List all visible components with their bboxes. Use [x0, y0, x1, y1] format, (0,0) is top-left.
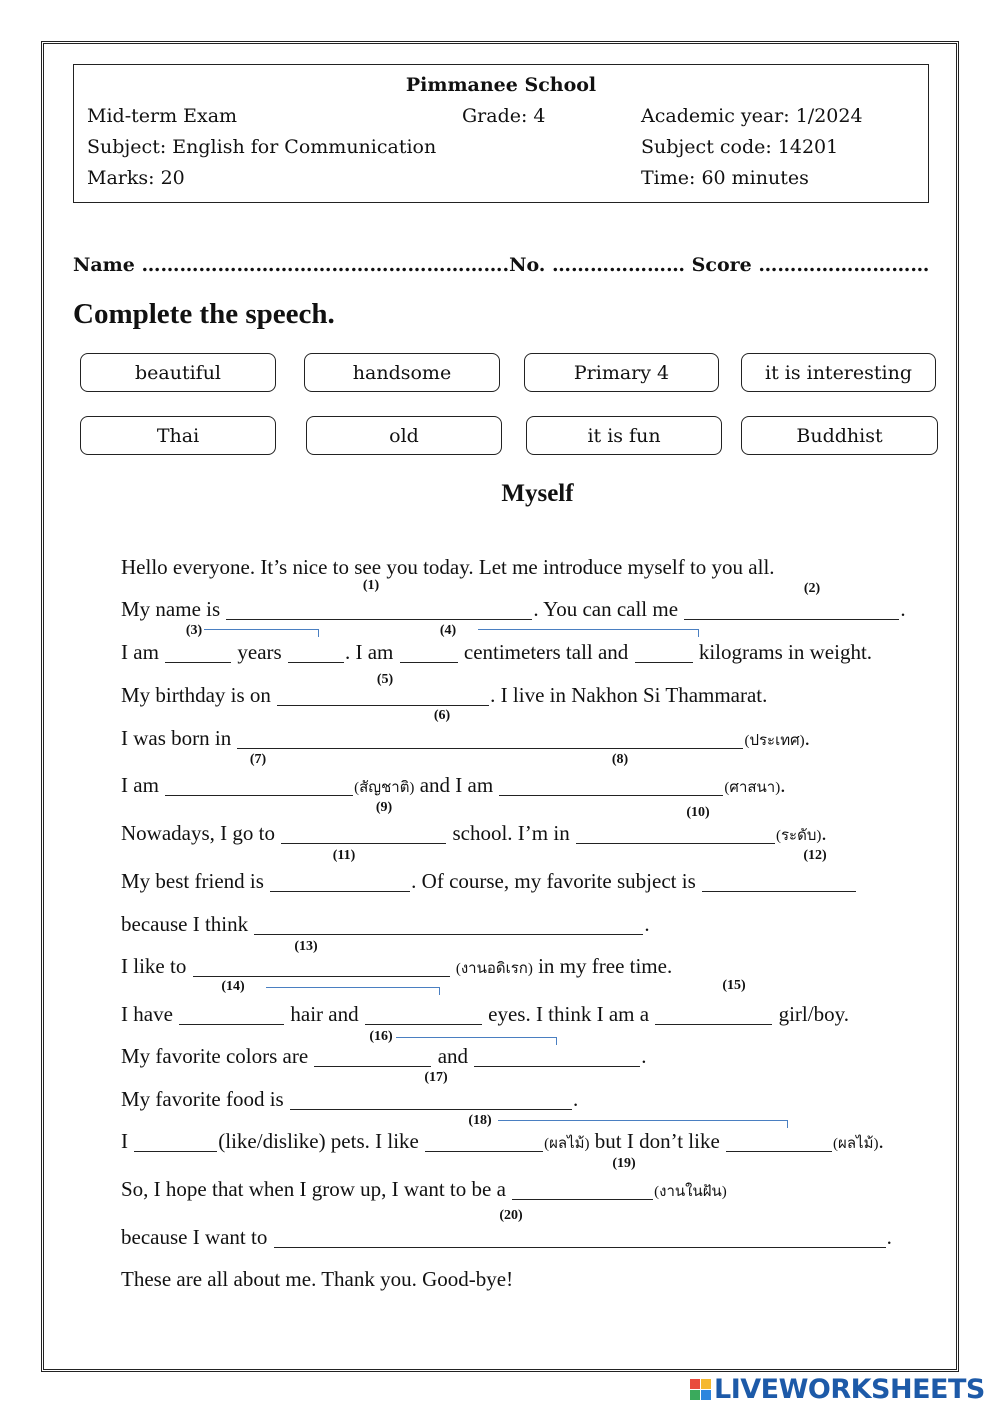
speech-line	[121, 1129, 884, 1156]
speech-text: .	[572, 1087, 579, 1111]
question-number: (18)	[468, 1113, 492, 1128]
speech-line	[121, 1177, 727, 1204]
speech-text: hair and	[285, 1002, 364, 1026]
question-number: (19)	[612, 1156, 636, 1171]
thai-hint: (ประเทศ)	[744, 733, 805, 749]
speech-text: I was born in	[121, 726, 237, 750]
blank-input-food[interactable]	[290, 1089, 572, 1110]
logo-icon	[690, 1379, 711, 1400]
question-number: (12)	[803, 848, 827, 863]
speech-text: I am	[121, 773, 165, 797]
blank-input-subject[interactable]	[702, 871, 856, 892]
speech-text: because I want to	[121, 1225, 273, 1249]
question-number: (7)	[249, 752, 267, 767]
blank-input-think[interactable]	[254, 914, 643, 935]
speech-text: in my free time.	[532, 954, 673, 978]
speech-title: Myself	[501, 480, 574, 507]
bracket-line	[498, 1120, 788, 1128]
bracket-line	[204, 629, 319, 637]
thai-hint: (สัญชาติ)	[354, 780, 415, 796]
question-number: (8)	[611, 752, 629, 767]
speech-text: .	[804, 726, 810, 750]
question-number: (11)	[332, 848, 356, 863]
speech-text: My favorite colors are	[121, 1044, 314, 1068]
blank-input-cm[interactable]	[400, 642, 458, 663]
speech-line	[121, 821, 827, 848]
speech-line	[121, 1044, 647, 1068]
speech-line	[121, 640, 872, 664]
marks: Marks: 20	[87, 167, 185, 189]
speech-text: Hello everyone. It’s nice to see you today. Let me introduce myself to you all.	[121, 555, 775, 579]
question-number: (16)	[369, 1029, 393, 1044]
speech-text: So, I hope that when I grow up, I want to be a	[121, 1177, 512, 1201]
question-number: (9)	[375, 800, 393, 815]
speech-text: I like to	[121, 954, 192, 978]
speech-line	[121, 954, 672, 981]
speech-text: . I live in Nakhon Si Thammarat.	[490, 683, 768, 707]
speech-text: eyes. I think I am a	[482, 1002, 655, 1026]
speech-text: I	[121, 1129, 134, 1153]
speech-text: and I am	[414, 773, 499, 797]
speech-text: but I don’t like	[589, 1129, 726, 1153]
speech-text: kilograms in weight.	[693, 640, 873, 664]
speech-text: years	[232, 640, 287, 664]
speech-line	[121, 773, 785, 800]
speech-line	[121, 1225, 892, 1249]
speech-text: .	[780, 773, 786, 797]
blank-input-name[interactable]	[226, 599, 532, 620]
speech-line	[121, 912, 650, 936]
blank-input-pets[interactable]	[134, 1131, 217, 1152]
speech-text: These are all about me. Thank you. Good-bye!	[121, 1267, 514, 1291]
word-bank-item[interactable]: old	[306, 416, 502, 455]
speech-text: My name is	[121, 597, 226, 621]
question-number: (5)	[376, 672, 394, 687]
logo-text: LIVEWORKSHEETS	[714, 1374, 985, 1405]
thai-hint: (ผลไม้)	[833, 1136, 879, 1152]
thai-hint: (งานอดิเรก)	[455, 961, 533, 977]
academic-year: Academic year: 1/2024	[641, 105, 863, 127]
instruction-title: Complete the speech.	[73, 298, 335, 330]
word-bank-item[interactable]: Buddhist	[741, 416, 938, 455]
speech-text: and	[432, 1044, 474, 1068]
speech-text: .	[878, 1129, 884, 1153]
speech-text: My birthday is on	[121, 683, 277, 707]
thai-hint: (งานในฝัน)	[654, 1184, 727, 1200]
question-number: (14)	[221, 979, 245, 994]
speech-line	[121, 1267, 513, 1291]
speech-text: . You can call me	[533, 597, 684, 621]
blank-input-eyes[interactable]	[365, 1004, 482, 1025]
question-number: (4)	[439, 623, 457, 638]
speech-line	[121, 869, 857, 893]
thai-hint: (ศาสนา)	[724, 780, 781, 796]
question-number: (20)	[499, 1208, 523, 1223]
question-number: (13)	[294, 939, 318, 954]
blank-input-job[interactable]	[512, 1179, 653, 1200]
speech-text: centimeters tall and	[458, 640, 634, 664]
question-number: (6)	[433, 708, 451, 723]
time: Time: 60 minutes	[641, 167, 809, 189]
blank-input-country[interactable]	[237, 728, 743, 749]
grade: Grade: 4	[462, 105, 546, 127]
blank-input-color2[interactable]	[474, 1046, 640, 1067]
liveworksheets-logo	[690, 1374, 985, 1405]
word-bank-item[interactable]: Thai	[80, 416, 276, 455]
blank-input-nick[interactable]	[684, 599, 899, 620]
blank-input-school[interactable]	[281, 823, 446, 844]
speech-line	[121, 1087, 578, 1111]
speech-line	[121, 597, 906, 621]
question-number: (15)	[722, 978, 746, 993]
question-number: (2)	[803, 581, 821, 596]
exam-header	[73, 64, 929, 203]
speech-line	[121, 726, 810, 753]
exam-type: Mid-term Exam	[87, 105, 238, 127]
blank-input-hair[interactable]	[179, 1004, 284, 1025]
blank-input-kg[interactable]	[635, 642, 693, 663]
speech-text: My best friend is	[121, 869, 270, 893]
question-number: (1)	[362, 578, 380, 593]
speech-line	[121, 1002, 849, 1026]
question-number: (3)	[185, 623, 203, 638]
blank-input-friend[interactable]	[270, 871, 410, 892]
speech-line	[121, 555, 775, 579]
question-number: (17)	[424, 1070, 448, 1085]
blank-input-old[interactable]	[288, 642, 344, 663]
speech-text: . I am	[344, 640, 399, 664]
bracket-line	[266, 987, 440, 995]
speech-text: My favorite food is	[121, 1087, 289, 1111]
speech-text: .	[644, 912, 650, 936]
speech-text: girl/boy.	[773, 1002, 849, 1026]
speech-text: . Of course, my favorite subject is	[411, 869, 701, 893]
bracket-line	[478, 629, 699, 637]
word-bank-item[interactable]: handsome	[304, 353, 500, 392]
speech-text: school. I’m in	[447, 821, 575, 845]
blank-input-level[interactable]	[576, 823, 775, 844]
blank-input-hobby[interactable]	[193, 956, 450, 977]
blank-input-religion[interactable]	[499, 775, 723, 796]
speech-text: .	[821, 821, 827, 845]
name-number-score-line: Name ………………………………………………….No. ………………… Score ………………………	[73, 254, 930, 276]
question-number: (10)	[686, 805, 710, 820]
bracket-line	[396, 1037, 557, 1045]
speech-text: (like/dislike) pets. I like	[218, 1129, 425, 1153]
blank-input-fruit1[interactable]	[425, 1131, 543, 1152]
subject-code: Subject code: 14201	[641, 136, 839, 158]
blank-input-nation[interactable]	[165, 775, 353, 796]
speech-text: .	[886, 1225, 892, 1249]
blank-input-look[interactable]	[655, 1004, 772, 1025]
speech-text: because I think	[121, 912, 254, 936]
school-name: Pimmanee School	[405, 74, 597, 96]
blank-input-bday[interactable]	[277, 685, 489, 706]
word-bank-item[interactable]: it is fun	[526, 416, 722, 455]
speech-text: .	[641, 1044, 647, 1068]
subject: Subject: English for Communication	[87, 136, 437, 158]
thai-hint: (ระดับ)	[775, 828, 822, 844]
blank-input-color1[interactable]	[314, 1046, 431, 1067]
thai-hint: (ผลไม้)	[544, 1136, 590, 1152]
speech-text: I am	[121, 640, 165, 664]
speech-text: Nowadays, I go to	[121, 821, 281, 845]
word-bank-item[interactable]: beautiful	[80, 353, 276, 392]
blank-input-age[interactable]	[165, 642, 231, 663]
blank-input-fruit2[interactable]	[726, 1131, 832, 1152]
word-bank-item[interactable]: it is interesting	[741, 353, 936, 392]
speech-text: .	[900, 597, 906, 621]
blank-input-want[interactable]	[274, 1227, 886, 1248]
speech-text: I have	[121, 1002, 179, 1026]
speech-line	[121, 683, 767, 707]
word-bank-item[interactable]: Primary 4	[524, 353, 719, 392]
